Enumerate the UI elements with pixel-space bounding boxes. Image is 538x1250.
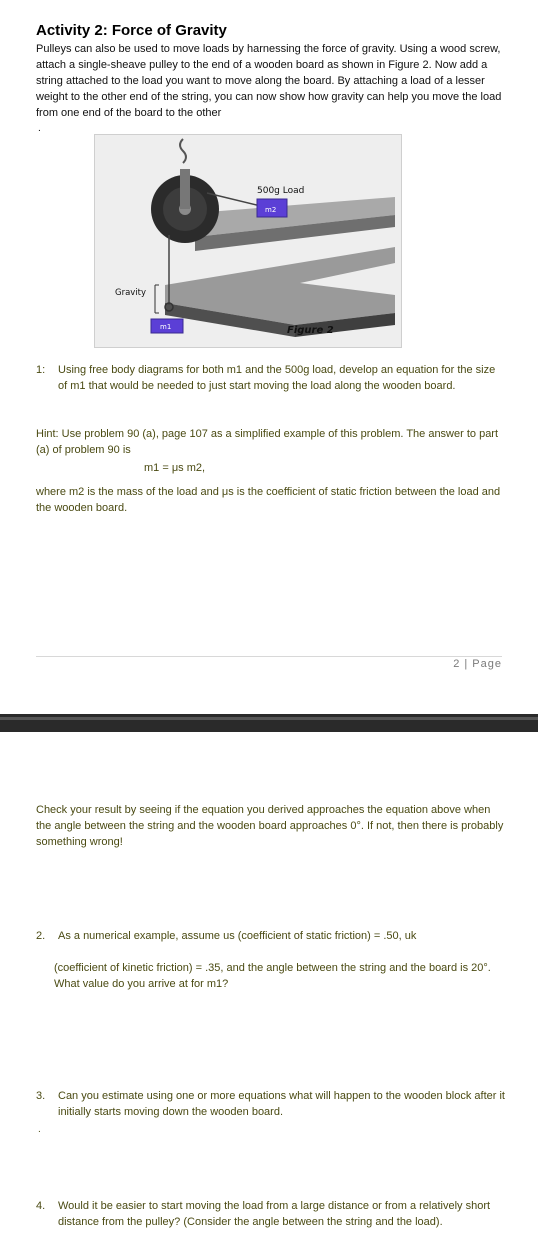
question-4-number: 4.	[36, 1200, 46, 1212]
equation: m1 = μs m2,	[144, 462, 206, 474]
question-3-text: Can you estimate using one or more equations what will happen to the wooden block after it initially starts moving down the wooden board.	[58, 1090, 505, 1118]
activity-title: Activity 2: Force of Gravity	[36, 22, 227, 39]
question-3-dot: .	[38, 1124, 41, 1135]
check-paragraph: Check your result by seeing if the equation you derived approaches the equation above when the angle between the string and the wooden board approaches 0°. If not, then there is probably something wrong!	[36, 804, 504, 848]
gravity-label: Gravity	[115, 288, 147, 298]
question-2-number: 2.	[36, 930, 46, 942]
question-3-number: 3.	[36, 1090, 46, 1102]
load-label: 500g Load	[257, 186, 305, 196]
intro-paragraph: Pulleys can also be used to move loads by harnessing the force of gravity. Using a wood screw, attach a single-sheave pulley to the end of a wooden board as shown in Figure 2. Now add a string attached to the load you want to move along the board. By attaching a load of a lesser weight to the other end of the string, you can now show how gravity can help you move the load from one end of the board to the other	[36, 43, 502, 119]
question-4-text: Would it be easier to start moving the load from a large distance or from a relatively short distance from the pulley? (Consider the angle between the string and the load).	[58, 1200, 491, 1228]
m2-label: m2	[265, 206, 277, 214]
page-separator	[0, 714, 538, 732]
hint-paragraph: Hint: Use problem 90 (a), page 107 as a simplified example of this problem. The answer to part (a) of problem 90 is	[36, 428, 499, 456]
page-2	[0, 732, 538, 1250]
page-number: 2 | Page	[453, 658, 502, 670]
intro-dot: .	[38, 123, 41, 134]
question-1-text: Using free body diagrams for both m1 and the 500g load, develop an equation for the size of m1 that would be needed to just start moving the load along the wooden board.	[58, 364, 496, 392]
question-2-line-2: (coefficient of kinetic friction) = .35, and the angle between the string and the board is 20°. What value do you arrive at for m1?	[54, 962, 491, 990]
question-1-number: 1:	[36, 364, 46, 376]
pulley-illustration	[95, 135, 401, 347]
question-2-line-1: As a numerical example, assume us (coefficient of static friction) = .50, uk	[58, 930, 417, 942]
figure-2-image	[94, 134, 402, 348]
footer-rule	[36, 656, 502, 657]
where-paragraph: where m2 is the mass of the load and μs is the coefficient of static friction between the load and the wooden board.	[36, 486, 501, 514]
m1-label: m1	[160, 323, 172, 331]
figure-caption: Figure 2	[287, 325, 334, 336]
